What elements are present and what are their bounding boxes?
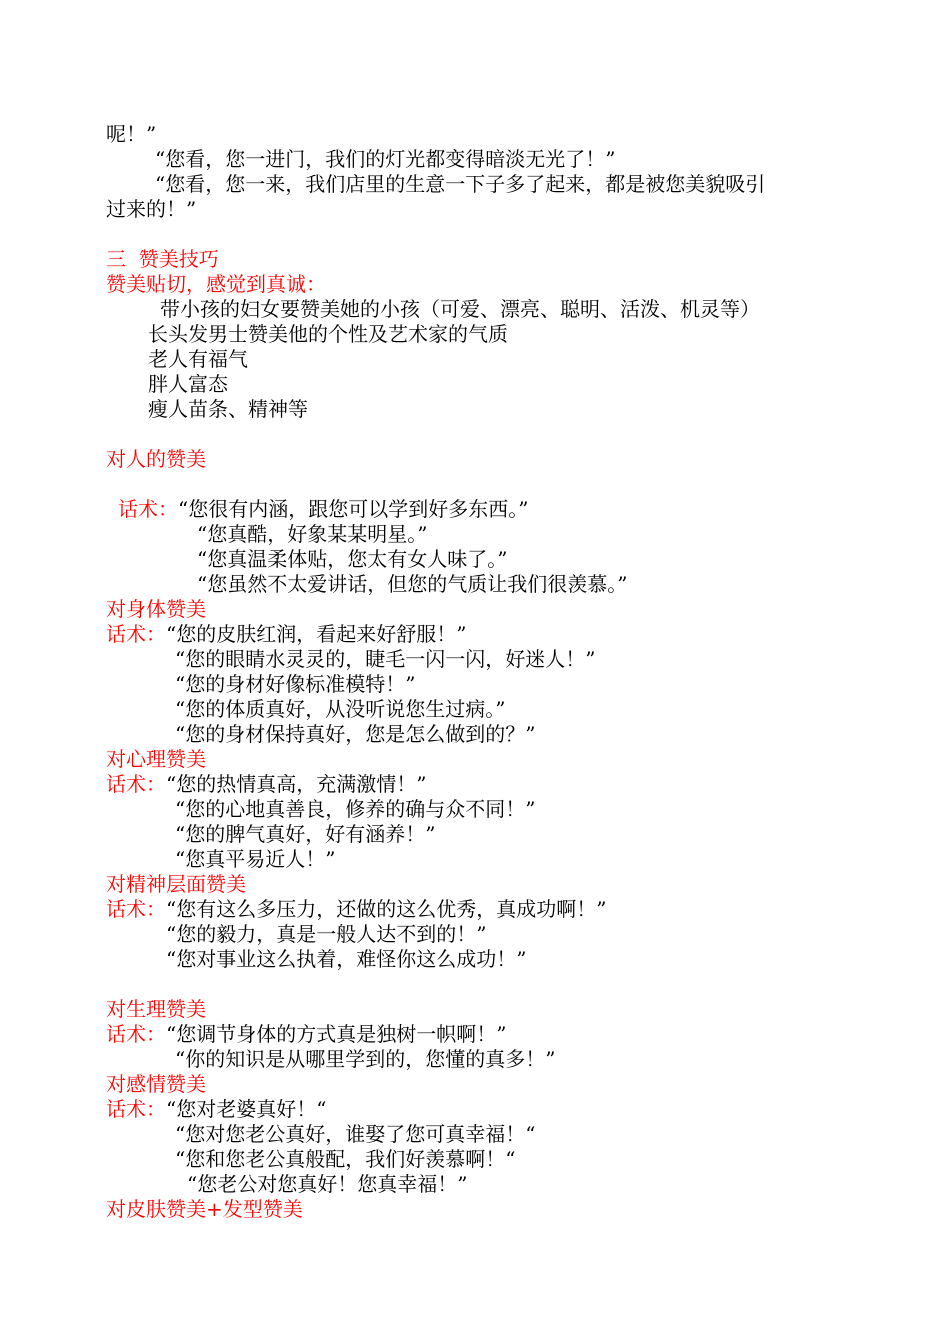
group-heading: 对身体赞美	[106, 597, 206, 621]
script-line: “您有这么多压力，还做的这么优秀，真成功啊！”	[166, 897, 607, 921]
intro-line-1: 呢！”	[106, 122, 157, 146]
group-heading: 对生理赞美	[106, 997, 206, 1021]
script-line: “您真温柔体贴，您太有女人味了。”	[197, 547, 508, 571]
group-heading: 对感情赞美	[106, 1072, 206, 1096]
script-line: “您真酷，好象某某明星。”	[197, 522, 428, 546]
tip-item: 胖人富态	[148, 372, 228, 396]
script-line: “您的毅力，真是一般人达不到的！”	[166, 922, 487, 946]
script-line: “您的热情真高，充满激情！”	[166, 772, 427, 796]
script-line: “您和您老公真般配，我们好羡慕啊！“	[175, 1147, 516, 1171]
intro-line-4: 过来的！”	[106, 197, 197, 221]
script-line: “您的体质真好，从没听说您生过病。”	[175, 697, 506, 721]
tip-item: 长头发男士赞美他的个性及艺术家的气质	[148, 322, 508, 346]
script-label: 话术：	[106, 772, 166, 796]
script-label: 话术：	[118, 497, 178, 521]
script-line: “您很有内涵，跟您可以学到好多东西。”	[178, 497, 529, 521]
script-label: 话术：	[106, 1097, 166, 1121]
script-line: “你的知识是从哪里学到的，您懂的真多！”	[175, 1047, 556, 1071]
script-line: “您的脾气真好，好有涵养！”	[175, 822, 436, 846]
intro-line-3: “您看，您一来，我们店里的生意一下子多了起来，都是被您美貌吸引	[155, 172, 766, 196]
script-line: “您对您老公真好，谁娶了您可真幸福！“	[175, 1122, 536, 1146]
tip-item: 瘦人苗条、精神等	[148, 397, 308, 421]
script-line: “您虽然不太爱讲话，但您的气质让我们很羡慕。”	[197, 572, 628, 596]
group-heading: 对精神层面赞美	[106, 872, 246, 896]
script-label: 话术：	[106, 622, 166, 646]
group-heading: 对心理赞美	[106, 747, 206, 771]
script-line: “您的身材保持真好，您是怎么做到的？”	[175, 722, 536, 746]
intro-line-2: “您看，您一进门，我们的灯光都变得暗淡无光了！”	[155, 147, 616, 171]
section-title: 三 赞美技巧	[106, 247, 219, 271]
script-line: “您的皮肤红润，看起来好舒服！”	[166, 622, 467, 646]
tips-heading: 赞美贴切，感觉到真诚：	[106, 272, 326, 296]
tip-item: 带小孩的妇女要赞美她的小孩（可爱、漂亮、聪明、活泼、机灵等）	[160, 297, 760, 321]
script-line: “您对老婆真好！“	[166, 1097, 327, 1121]
script-line: “您老公对您真好！您真幸福！”	[187, 1172, 468, 1196]
group-heading-last: 对皮肤赞美+发型赞美	[106, 1197, 303, 1221]
group-heading: 对人的赞美	[106, 447, 206, 471]
script-label: 话术：	[106, 1022, 166, 1046]
script-line: “您的眼睛水灵灵的，睫毛一闪一闪，好迷人！”	[175, 647, 596, 671]
script-line: “您的心地真善良，修养的确与众不同！”	[175, 797, 536, 821]
script-line: “您的身材好像标准模特！”	[175, 672, 416, 696]
tip-item: 老人有福气	[148, 347, 248, 371]
script-line: “您对事业这么执着，难怪你这么成功！”	[166, 947, 527, 971]
script-line: “您真平易近人！”	[175, 847, 336, 871]
script-label: 话术：	[106, 897, 166, 921]
script-line: “您调节身体的方式真是独树一帜啊！”	[166, 1022, 507, 1046]
